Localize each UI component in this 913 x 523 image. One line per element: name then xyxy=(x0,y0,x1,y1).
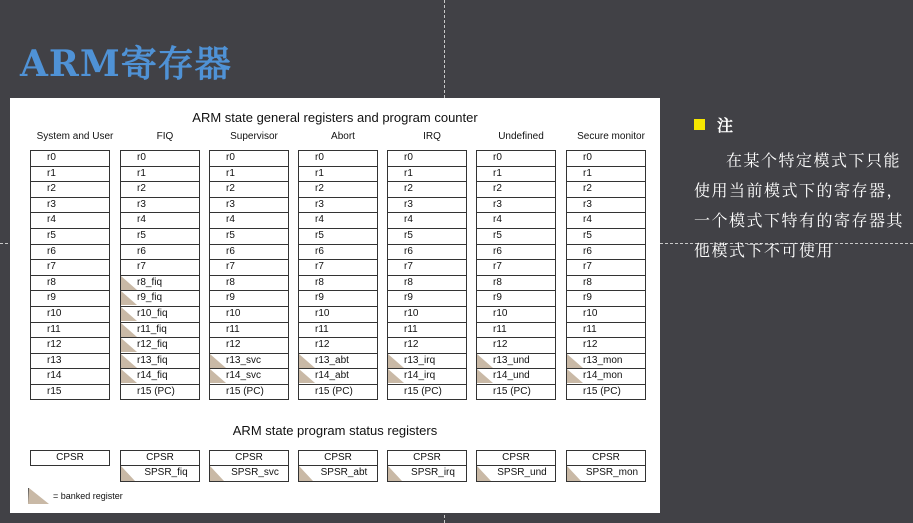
register-label: r12 xyxy=(226,339,241,351)
cpsr-cell xyxy=(209,450,289,466)
register-label: r8 xyxy=(315,276,324,288)
general-registers-title: ARM state general registers and program counter xyxy=(192,110,478,125)
register-label: r5 xyxy=(226,229,235,241)
register-label: r1 xyxy=(404,167,413,179)
register-cell xyxy=(120,244,200,260)
register-cell xyxy=(566,306,646,322)
register-label: r4 xyxy=(47,214,56,226)
register-cell xyxy=(387,181,467,197)
register-cell xyxy=(120,353,200,369)
register-cell xyxy=(566,275,646,291)
cpsr-label: CPSR xyxy=(592,452,620,463)
psr-group xyxy=(298,450,378,482)
register-label: r11 xyxy=(226,323,240,335)
register-label: r11 xyxy=(315,323,329,335)
cpsr-cell xyxy=(566,450,646,466)
mode-column-4 xyxy=(387,122,477,400)
register-cell xyxy=(120,150,200,166)
register-label: r0 xyxy=(493,152,502,163)
register-cell xyxy=(209,275,289,291)
register-label: r9 xyxy=(583,292,592,304)
register-label: r3 xyxy=(226,198,235,210)
register-label: r14_und xyxy=(493,370,530,382)
spsr-label: SPSR_irq xyxy=(411,467,455,478)
cpsr-cell xyxy=(298,450,378,466)
register-label: r7 xyxy=(493,261,502,273)
register-label: r9 xyxy=(315,292,324,304)
register-label: r3 xyxy=(137,198,146,210)
register-cell xyxy=(209,244,289,260)
note-heading: 注 xyxy=(717,115,734,135)
register-cell xyxy=(298,212,378,228)
register-label: r15 xyxy=(47,385,62,397)
register-cell xyxy=(387,259,467,275)
register-cell xyxy=(30,197,110,213)
register-label: r13_irq xyxy=(404,354,436,366)
register-label: r4 xyxy=(226,214,235,226)
register-label: r15 (PC) xyxy=(583,385,621,397)
register-cell xyxy=(476,181,556,197)
register-cell xyxy=(566,228,646,244)
register-label: r15 (PC) xyxy=(137,385,175,397)
register-cell xyxy=(298,337,378,353)
register-cell xyxy=(209,337,289,353)
spsr-cell xyxy=(120,466,200,482)
register-cell xyxy=(566,181,646,197)
register-cell xyxy=(298,384,378,400)
register-cell xyxy=(209,181,289,197)
register-cell xyxy=(387,244,467,260)
psr-group xyxy=(566,450,646,482)
register-label: r15 (PC) xyxy=(226,385,264,397)
register-label: r7 xyxy=(226,261,235,273)
spsr-label: SPSR_fiq xyxy=(144,467,188,478)
register-label: r5 xyxy=(404,229,413,241)
register-label: r13 xyxy=(47,354,62,366)
register-cell xyxy=(30,212,110,228)
register-label: r6 xyxy=(47,245,56,257)
cpsr-cell xyxy=(30,450,110,466)
note-panel xyxy=(694,112,906,266)
register-label: r8 xyxy=(47,276,56,288)
register-label: r14_mon xyxy=(583,370,623,382)
mode-header: Abort xyxy=(331,130,355,142)
cpsr-label: CPSR xyxy=(324,452,352,463)
mode-column-3 xyxy=(298,122,388,400)
register-cell xyxy=(30,181,110,197)
cpsr-cell xyxy=(387,450,467,466)
register-label: r6 xyxy=(404,245,413,257)
register-label: r5 xyxy=(315,229,324,241)
slide-title: ARM寄存器 xyxy=(20,43,232,85)
register-cell xyxy=(387,166,467,182)
register-cell xyxy=(387,306,467,322)
register-cell xyxy=(30,290,110,306)
cpsr-label: CPSR xyxy=(502,452,530,463)
cpsr-label: CPSR xyxy=(56,452,84,463)
spsr-label: SPSR_und xyxy=(497,467,547,478)
register-label: r15 (PC) xyxy=(315,385,353,397)
psr-group xyxy=(209,450,289,482)
register-cell xyxy=(566,166,646,182)
register-diagram xyxy=(10,98,660,513)
register-label: r10 xyxy=(226,307,241,319)
register-cell xyxy=(30,353,110,369)
register-label: r4 xyxy=(583,214,592,226)
register-label: r2 xyxy=(226,183,235,195)
mode-column-1 xyxy=(120,122,210,400)
register-cell xyxy=(209,322,289,338)
register-label: r12 xyxy=(315,339,330,351)
cpsr-label: CPSR xyxy=(146,452,174,463)
mode-header: Supervisor xyxy=(230,130,278,142)
register-cell xyxy=(298,322,378,338)
spsr-cell xyxy=(298,466,378,482)
register-cell xyxy=(298,228,378,244)
register-cell xyxy=(476,384,556,400)
register-label: r2 xyxy=(315,183,324,195)
psr-group xyxy=(387,450,467,482)
register-cell xyxy=(298,290,378,306)
register-label: r5 xyxy=(583,229,592,241)
register-cell xyxy=(566,384,646,400)
register-label: r13_svc xyxy=(226,354,262,366)
legend xyxy=(28,487,123,505)
spsr-cell xyxy=(387,466,467,482)
register-label: r10 xyxy=(315,307,330,319)
register-cell xyxy=(209,228,289,244)
register-cell xyxy=(120,306,200,322)
register-label: r2 xyxy=(493,183,502,195)
register-label: r8 xyxy=(493,276,502,288)
register-cell xyxy=(120,384,200,400)
register-cell xyxy=(566,353,646,369)
register-cell xyxy=(476,150,556,166)
spsr-label: SPSR_svc xyxy=(231,467,279,478)
register-cell xyxy=(476,197,556,213)
mode-column-5 xyxy=(476,122,566,400)
square-bullet-icon xyxy=(694,119,705,130)
register-label: r0 xyxy=(315,152,324,163)
register-label: r14_fiq xyxy=(137,370,168,382)
spsr-cell xyxy=(476,466,556,482)
register-label: r11_fiq xyxy=(137,323,167,335)
register-label: r7 xyxy=(583,261,592,273)
register-cell xyxy=(30,259,110,275)
register-label: r10 xyxy=(583,307,598,319)
register-label: r14_svc xyxy=(226,370,262,382)
register-label: r1 xyxy=(137,167,146,179)
register-cell xyxy=(209,197,289,213)
register-label: r14_irq xyxy=(404,370,436,382)
register-cell xyxy=(566,244,646,260)
register-cell xyxy=(566,212,646,228)
mode-header: Secure monitor xyxy=(577,130,645,142)
register-cell xyxy=(30,384,110,400)
register-cell xyxy=(476,353,556,369)
register-cell xyxy=(476,368,556,384)
mode-column-2 xyxy=(209,122,299,400)
register-label: r6 xyxy=(315,245,324,257)
register-label: r13_abt xyxy=(315,354,349,366)
register-cell xyxy=(387,275,467,291)
register-label: r0 xyxy=(226,152,235,163)
mode-column-6 xyxy=(566,122,656,400)
mode-header: FIQ xyxy=(156,130,174,142)
register-cell xyxy=(566,322,646,338)
register-label: r10 xyxy=(493,307,508,319)
register-label: r7 xyxy=(315,261,324,273)
register-label: r13_fiq xyxy=(137,354,168,366)
register-label: r9 xyxy=(47,292,56,304)
register-cell xyxy=(30,337,110,353)
register-cell xyxy=(387,337,467,353)
register-label: r8 xyxy=(404,276,413,288)
register-label: r10 xyxy=(404,307,419,319)
register-cell xyxy=(120,212,200,228)
register-label: r7 xyxy=(404,261,413,273)
psr-group xyxy=(120,450,200,482)
register-label: r15 (PC) xyxy=(404,385,442,397)
register-cell xyxy=(566,368,646,384)
register-cell xyxy=(209,150,289,166)
register-label: r0 xyxy=(583,152,592,163)
register-label: r12 xyxy=(583,339,598,351)
register-cell xyxy=(476,212,556,228)
register-label: r6 xyxy=(137,245,146,257)
register-label: r9 xyxy=(493,292,502,304)
register-label: r8 xyxy=(583,276,592,288)
register-label: r12 xyxy=(47,339,62,351)
register-cell xyxy=(476,244,556,260)
register-label: r4 xyxy=(315,214,324,226)
register-label: r5 xyxy=(137,229,146,241)
register-cell xyxy=(298,275,378,291)
register-cell xyxy=(298,368,378,384)
register-label: r5 xyxy=(493,229,502,241)
register-cell xyxy=(387,384,467,400)
note-body: 在某个特定模式下只能使用当前模式下的寄存器，一个模式下特有的寄存器其他模式下不可使用 xyxy=(694,151,905,260)
register-cell xyxy=(387,197,467,213)
register-label: r10_fiq xyxy=(137,307,168,319)
register-cell xyxy=(30,166,110,182)
register-label: r12 xyxy=(404,339,419,351)
register-cell xyxy=(209,290,289,306)
register-cell xyxy=(209,306,289,322)
register-cell xyxy=(209,384,289,400)
spsr-label: SPSR_abt xyxy=(320,467,368,478)
register-label: r2 xyxy=(47,183,56,195)
register-cell xyxy=(298,259,378,275)
register-label: r2 xyxy=(137,183,146,195)
register-label: r3 xyxy=(404,198,413,210)
register-label: r3 xyxy=(47,198,56,210)
register-cell xyxy=(387,228,467,244)
register-label: r1 xyxy=(315,167,324,179)
register-cell xyxy=(30,150,110,166)
register-cell xyxy=(566,150,646,166)
register-label: r11 xyxy=(583,323,597,335)
register-cell xyxy=(209,353,289,369)
register-cell xyxy=(120,322,200,338)
spsr-label: SPSR_mon xyxy=(585,467,639,478)
register-cell xyxy=(120,197,200,213)
register-cell xyxy=(120,259,200,275)
register-cell xyxy=(120,368,200,384)
register-label: r13_mon xyxy=(583,354,623,366)
cpsr-label: CPSR xyxy=(235,452,263,463)
register-cell xyxy=(120,290,200,306)
legend-label: = banked register xyxy=(53,491,123,501)
register-cell xyxy=(387,353,467,369)
register-label: r12_fiq xyxy=(137,339,168,351)
register-label: r15 (PC) xyxy=(493,385,531,397)
register-label: r4 xyxy=(137,214,146,226)
register-cell xyxy=(387,212,467,228)
register-cell xyxy=(476,166,556,182)
register-label: r3 xyxy=(493,198,502,210)
register-label: r1 xyxy=(493,167,502,179)
register-cell xyxy=(120,337,200,353)
register-cell xyxy=(30,368,110,384)
register-label: r8_fiq xyxy=(137,276,163,288)
register-cell xyxy=(209,212,289,228)
mode-header: IRQ xyxy=(423,130,441,142)
register-label: r1 xyxy=(583,167,592,179)
register-label: r11 xyxy=(493,323,507,335)
register-cell xyxy=(120,181,200,197)
psr-title: ARM state program status registers xyxy=(232,423,438,438)
register-label: r11 xyxy=(47,323,61,335)
register-cell xyxy=(566,259,646,275)
spsr-cell xyxy=(566,466,646,482)
register-cell xyxy=(387,368,467,384)
register-cell xyxy=(209,368,289,384)
register-cell xyxy=(476,290,556,306)
register-label: r0 xyxy=(404,152,413,163)
register-cell xyxy=(120,275,200,291)
register-cell xyxy=(30,244,110,260)
register-label: r2 xyxy=(583,183,592,195)
register-label: r6 xyxy=(226,245,235,257)
register-cell xyxy=(476,306,556,322)
register-cell xyxy=(30,275,110,291)
register-label: r4 xyxy=(493,214,502,226)
register-cell xyxy=(30,322,110,338)
register-cell xyxy=(209,259,289,275)
register-label: r6 xyxy=(493,245,502,257)
register-label: r7 xyxy=(137,261,146,273)
psr-group xyxy=(476,450,556,482)
cpsr-label: CPSR xyxy=(413,452,441,463)
register-label: r12 xyxy=(493,339,508,351)
register-label: r3 xyxy=(315,198,324,210)
register-cell xyxy=(298,166,378,182)
mode-header: Undefined xyxy=(498,130,544,142)
register-label: r0 xyxy=(47,152,56,163)
register-cell xyxy=(476,259,556,275)
register-cell xyxy=(30,228,110,244)
register-label: r4 xyxy=(404,214,413,226)
spsr-cell xyxy=(209,466,289,482)
banked-swatch-icon xyxy=(28,488,49,504)
register-cell xyxy=(476,322,556,338)
register-label: r8 xyxy=(226,276,235,288)
register-cell xyxy=(298,353,378,369)
psr-group xyxy=(30,450,110,466)
register-label: r1 xyxy=(226,167,235,179)
register-cell xyxy=(298,306,378,322)
register-label: r9 xyxy=(226,292,235,304)
register-label: r3 xyxy=(583,198,592,210)
register-cell xyxy=(298,244,378,260)
mode-column-0 xyxy=(30,122,120,400)
register-cell xyxy=(298,181,378,197)
register-cell xyxy=(387,290,467,306)
register-cell xyxy=(120,228,200,244)
register-label: r1 xyxy=(47,167,56,179)
register-cell xyxy=(30,306,110,322)
mode-header: System and User xyxy=(36,130,114,142)
register-cell xyxy=(476,228,556,244)
cpsr-cell xyxy=(476,450,556,466)
register-cell xyxy=(387,150,467,166)
cpsr-cell xyxy=(120,450,200,466)
register-cell xyxy=(120,166,200,182)
register-cell xyxy=(476,275,556,291)
register-label: r14_abt xyxy=(315,370,349,382)
register-cell xyxy=(566,337,646,353)
register-label: r5 xyxy=(47,229,56,241)
register-label: r7 xyxy=(47,261,56,273)
register-cell xyxy=(298,150,378,166)
register-label: r14 xyxy=(47,370,62,382)
register-cell xyxy=(298,197,378,213)
register-cell xyxy=(476,337,556,353)
register-label: r13_und xyxy=(493,354,530,366)
register-label: r0 xyxy=(137,152,146,163)
register-cell xyxy=(387,322,467,338)
register-label: r9 xyxy=(404,292,413,304)
register-label: r11 xyxy=(404,323,418,335)
register-label: r9_fiq xyxy=(137,292,163,304)
register-label: r6 xyxy=(583,245,592,257)
register-label: r10 xyxy=(47,307,62,319)
register-cell xyxy=(566,290,646,306)
register-label: r2 xyxy=(404,183,413,195)
register-cell xyxy=(209,166,289,182)
register-cell xyxy=(566,197,646,213)
